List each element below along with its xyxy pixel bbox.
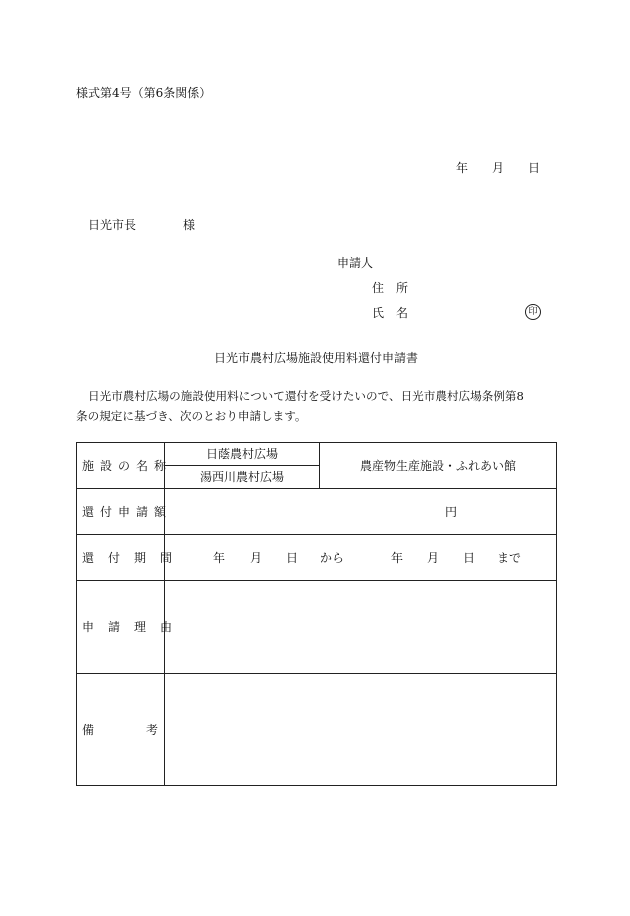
date-month: 月 <box>492 161 505 175</box>
facility-option-hikage: 日蔭農村広場 <box>206 447 279 461</box>
period-to-month: 月 <box>427 551 440 565</box>
row-divider <box>76 673 557 674</box>
period-label: 還付期間 <box>82 551 187 565</box>
applicant-label: 申請人 <box>337 256 374 270</box>
row-divider <box>76 580 557 581</box>
remarks-label-first: 備 <box>82 723 95 737</box>
addressee: 日光市長 <box>88 218 137 232</box>
address-label: 住 所 <box>372 281 409 295</box>
period-from-year: 年 <box>213 551 226 565</box>
facility-column-divider <box>319 442 320 488</box>
period-to-day: 日 <box>463 551 476 565</box>
facility-option-yunishigawa: 湯西川農村広場 <box>200 470 285 484</box>
row-divider <box>76 534 557 535</box>
period-from-month: 月 <box>250 551 263 565</box>
reason-label: 申請理由 <box>82 620 187 634</box>
period-to-year: 年 <box>391 551 404 565</box>
body-line-1: 日光市農村広場の施設使用料について還付を受けたいので、日光市農村広場条例第8 <box>88 389 524 403</box>
body-line-2: 条の規定に基づき、次のとおり申請します。 <box>76 409 307 423</box>
date-year: 年 <box>456 161 469 175</box>
name-label: 氏 名 <box>372 306 409 320</box>
document-title: 日光市農村広場施設使用料還付申請書 <box>214 351 419 365</box>
period-from-suffix: から <box>320 551 345 565</box>
facility-sub-divider <box>164 465 319 466</box>
label-column-divider <box>164 442 165 786</box>
amount-unit: 円 <box>445 505 458 519</box>
seal-mark: 印 <box>525 304 541 320</box>
facility-label: 施設の名称 <box>82 459 173 473</box>
amount-label: 還付申請額 <box>82 505 173 519</box>
row-divider <box>76 488 557 489</box>
remarks-label-second: 考 <box>146 723 159 737</box>
period-to-suffix: まで <box>497 551 522 565</box>
honorific: 様 <box>183 218 196 232</box>
facility-option-other: 農産物生産施設・ふれあい館 <box>360 459 517 473</box>
period-from-day: 日 <box>286 551 299 565</box>
date-day: 日 <box>528 161 541 175</box>
form-number: 様式第4号（第6条関係） <box>76 86 212 100</box>
